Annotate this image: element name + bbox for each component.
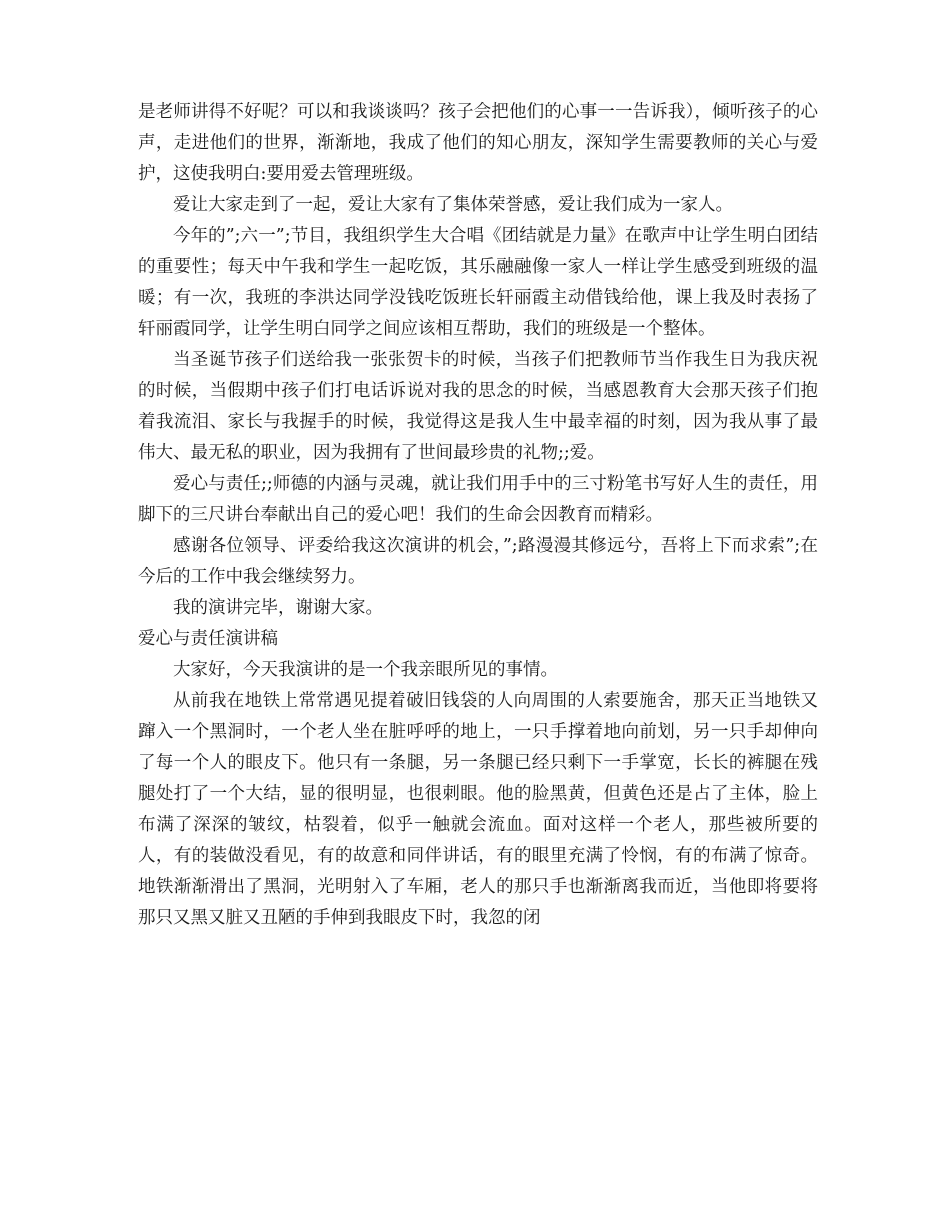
paragraph: 爱心与责任;;师德的内涵与灵魂，就让我们用手中的三寸粉笔书写好人生的责任，用脚下的三尺讲台奉献出自己的爱心吧！我们的生命会因教育而精彩。 <box>138 474 818 525</box>
section-heading: 爱心与责任演讲稿 <box>138 629 278 649</box>
paragraph-continuation: 是老师讲得不好呢？可以和我谈谈吗？孩子会把他们的心事一一告诉我），倾听孩子的心声，走进他们的世界，渐渐地，我成了他们的知心朋友，深知学生需要教师的关心与爱护，这使我明白:要用爱去管理班级。 <box>138 102 818 184</box>
paragraph: 当圣诞节孩子们送给我一张张贺卡的时候，当孩子们把教师节当作我生日为我庆祝的时候，当假期中孩子们打电话诉说对我的思念的时候，当感恩教育大会那天孩子们抱着我流泪、家长与我握手的时候，我觉得这是我人生中最幸福的时刻，因为我从事了最伟大、最无私的职业，因为我拥有了世间最珍贵的礼物;;爱。 <box>138 350 818 463</box>
paragraph: 大家好，今天我演讲的是一个我亲眼所见的事情。 <box>173 660 558 680</box>
paragraph: 从前我在地铁上常常遇见提着破旧钱袋的人向周围的人索要施舍，那天正当地铁又蹿入一个黑洞时，一个老人坐在脏呼呼的地上，一只手撑着地向前划，另一只手却伸向了每一个人的眼皮下。他只有一条腿，另一条腿已经只剩下一手掌宽，长长的裤腿在残腿处打了一个大结，显的很明显，也很刺眼。他的脸黑黄，但黄色还是占了主体，脸上布满了深深的皱纹，枯裂着，似乎一触就会流血。面对这样一个老人，那些被所要的人，有的装做没看见，有的故意和同伴讲话，有的眼里充满了怜悯，有的布满了惊奇。地铁渐渐滑出了黑洞，光明射入了车厢，老人的那只手也渐渐离我而近，当他即将要将那只又黑又脏又丑陋的手伸到我眼皮下时，我忽的闭 <box>138 691 818 928</box>
paragraph: 我的演讲完毕，谢谢大家。 <box>173 598 383 618</box>
paragraph: 感谢各位领导、评委给我这次演讲的机会，”;路漫漫其修远兮，吾将上下而求索”;在今后的工作中我会继续努力。 <box>138 536 818 587</box>
paragraph: 今年的”;六一”;节目，我组织学生大合唱《团结就是力量》在歌声中让学生明白团结的重要性；每天中午我和学生一起吃饭，其乐融融像一家人一样让学生感受到班级的温暖；有一次，我班的李洪达同学没钱吃饭班长轩丽霞主动借钱给他，课上我及时表扬了轩丽霞同学，让学生明白同学之间应该相互帮助，我们的班级是一个整体。 <box>138 226 818 339</box>
paragraph: 爱让大家走到了一起，爱让大家有了集体荣誉感，爱让我们成为一家人。 <box>173 195 733 215</box>
document-body <box>138 97 818 934</box>
